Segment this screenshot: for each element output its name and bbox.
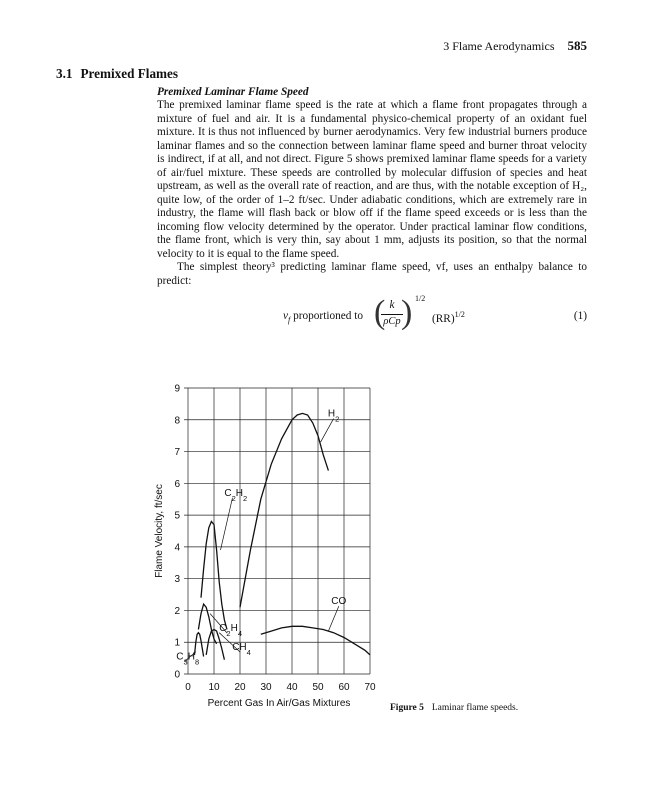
eq-numerator: k (389, 299, 395, 311)
eq-symbol-sub: f (288, 315, 291, 325)
series-leader-co (328, 606, 338, 631)
eq-exponent: 1/2 (415, 294, 426, 303)
page-number: 585 (567, 38, 587, 53)
eq-rr (432, 310, 465, 325)
figure-label: Figure 5 (390, 703, 424, 713)
series-label-part: 2 (226, 628, 231, 638)
y-tick-label: 9 (174, 383, 180, 395)
series-leader-c2h2 (221, 498, 233, 550)
series-label-part: CH (232, 642, 247, 654)
figure-caption-text: Laminar flame speeds. (431, 703, 519, 713)
series-label-part: H (327, 408, 336, 420)
y-tick-label: 1 (174, 637, 180, 649)
series-label-part: 4 (246, 647, 251, 657)
eq-rr-exponent: 1/2 (454, 310, 465, 319)
series-label-part: 2 (231, 493, 236, 503)
chapter-title: 3 Flame Aerodynamics (443, 39, 555, 53)
eq-left-paren: ( (374, 294, 386, 331)
x-tick-label: 40 (286, 682, 298, 693)
series-label-part: H (235, 488, 244, 500)
equation-lhs (283, 310, 363, 324)
series-label-part: 2 (243, 493, 248, 503)
y-tick-label: 0 (174, 669, 180, 681)
y-tick-label: 7 (174, 447, 180, 459)
eq-rr-text: (RR) (432, 312, 455, 325)
series-label-part: CO (331, 596, 347, 608)
y-tick-label: 4 (174, 542, 180, 554)
series-label-part: 2 (335, 414, 340, 424)
x-tick-label: 60 (338, 682, 350, 693)
series-line-co (261, 626, 370, 655)
series-label-c3h8 (176, 652, 199, 667)
running-header (0, 38, 587, 54)
figure-5 (150, 378, 390, 718)
subsection-heading: Premixed Laminar Flame Speed (157, 86, 309, 98)
eq-fraction (381, 299, 403, 327)
eq-right-paren: ) (401, 294, 413, 331)
series-label-part: C (224, 488, 232, 500)
eq-fraction-bar (381, 314, 403, 315)
series-line-h2 (240, 413, 328, 607)
series-label-ch4 (232, 642, 251, 657)
series-label-part: 8 (194, 657, 200, 667)
series-label-part: 4 (237, 628, 243, 638)
eq-symbol: v (283, 310, 289, 322)
x-tick-label: 0 (185, 682, 191, 693)
series-leader-h2 (321, 419, 334, 442)
series-label-part: H (230, 623, 238, 635)
series-label-part: H (187, 651, 195, 663)
eq-proportional-text: proportioned to (293, 310, 364, 322)
series-label-part: C (176, 651, 184, 663)
y-tick-label: 2 (174, 605, 180, 617)
x-axis-label: Percent Gas In Air/Gas Mixtures (207, 698, 351, 709)
series-label-h2 (328, 409, 339, 424)
y-axis-label: Flame Velocity, ft/sec (154, 484, 165, 578)
section-heading (56, 66, 178, 82)
body-text (157, 99, 587, 288)
series-label-c2h2 (224, 488, 247, 503)
series-line-c3h8 (195, 633, 204, 657)
flame-speed-chart (150, 378, 390, 718)
x-tick-label: 10 (208, 682, 220, 693)
y-tick-label: 3 (174, 574, 180, 586)
paragraph-2: The simplest theory³ predicting laminar flame speed, vf, uses an enthalpy balance to predict: (157, 261, 587, 287)
x-tick-label: 30 (260, 682, 272, 693)
series-label-part: 3 (183, 657, 188, 667)
series-label-co (331, 596, 346, 607)
equation-1 (157, 292, 587, 336)
section-title: Premixed Flames (80, 66, 179, 81)
y-tick-label: 8 (174, 415, 180, 427)
section-number: 3.1 (56, 66, 73, 81)
eq-denominator: ρCp (383, 316, 401, 327)
x-tick-label: 50 (312, 682, 324, 693)
series-label-part: C (219, 623, 227, 635)
x-tick-label: 70 (364, 682, 376, 693)
x-tick-label: 20 (234, 682, 246, 693)
paragraph-1: The premixed laminar flame speed is the rate at which a flame front propagates through a mixture of fuel and air. It is a fundamental physico-chemical property of an oxidant fuel mixture. It is thus not influenced by burner aerodynamics. Very few industrial burners produce laminar flames and so the connection between laminar flame speed and burner throat velocity is indirect, if at all, and not direct. Figure 5 shows premixed laminar flame speeds for a variety of air/fuel mixture. These speeds are controlled by molecular diffusion of species and heat upstream, as well as the overall rate of reaction, and are thus, with the notable exception of H₂, quite low, of the order of 1–2 ft/sec. Under adiabatic conditions, which are extremely rare in industry, the flame will flash back or blow off if the flame speed exceeds or is less than the incoming flow velocity determined by the operator. Under practical laminar flow conditions, the flame front, which is very thin, say about 1 mm, adjusts its position, so that the normal velocity to it is equal to the flame speed. (157, 99, 587, 260)
y-tick-label: 6 (174, 478, 180, 490)
figure-caption (390, 703, 518, 713)
y-tick-label: 5 (174, 510, 180, 522)
equation-number: (1) (573, 310, 587, 322)
